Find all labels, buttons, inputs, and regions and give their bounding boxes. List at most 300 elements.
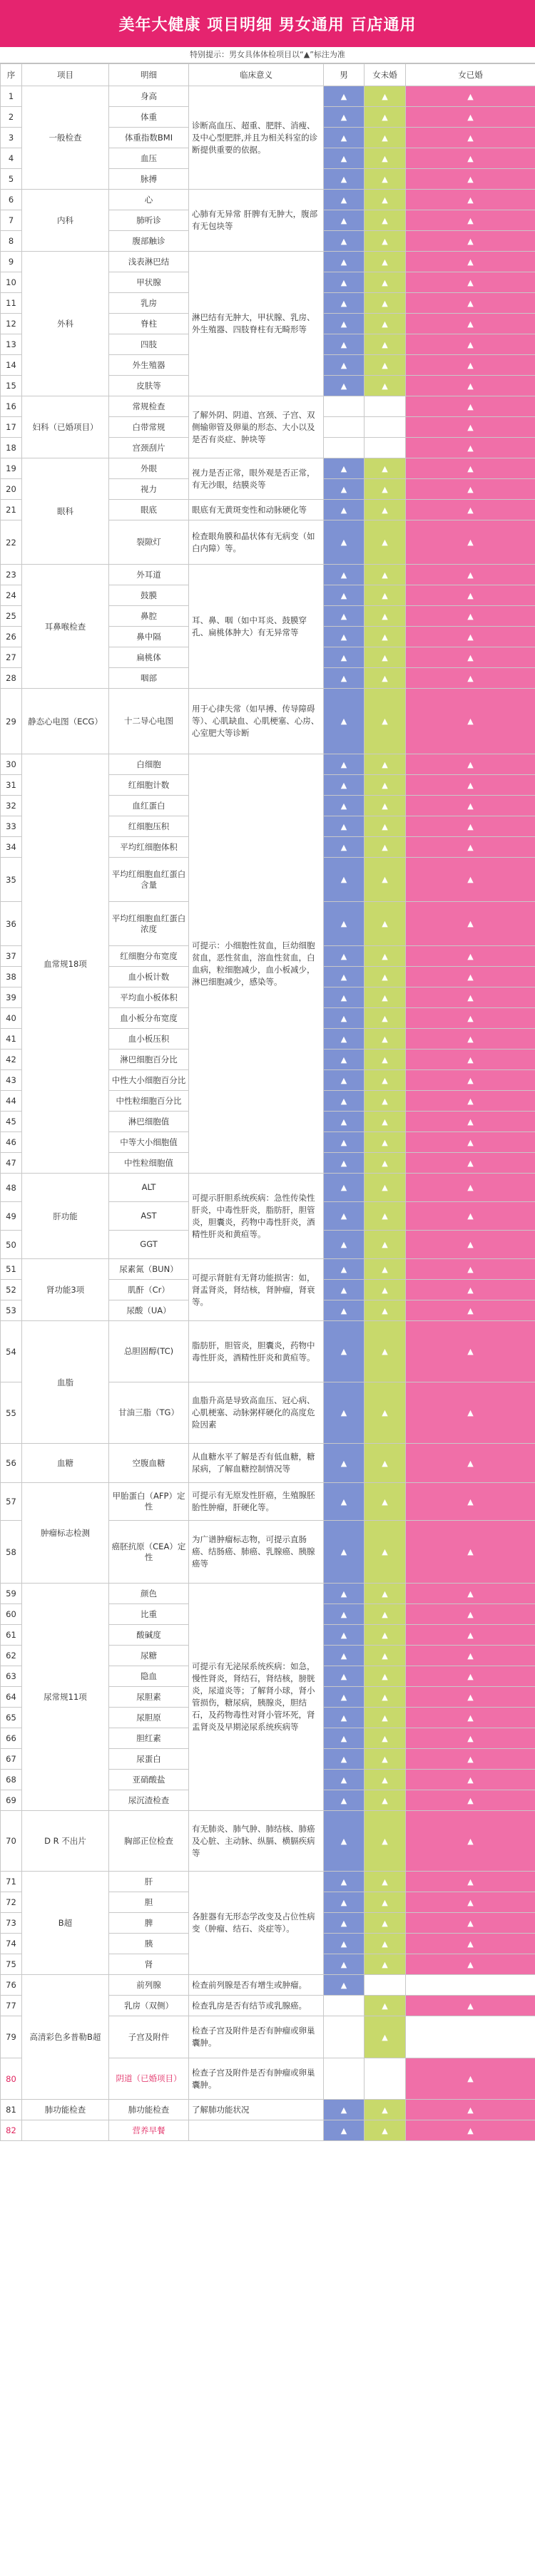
item-group: 静态心电图（ECG） [22, 689, 109, 754]
female-married-marker: ▲ [406, 689, 535, 754]
detail-cell: 裂隙灯 [109, 520, 189, 565]
clinical-meaning: 检查子宫及附件是否有肿瘤或卵巢囊肿。 [189, 2058, 324, 2100]
female-unmarried-marker: ▲ [365, 606, 406, 627]
female-married-marker: ▲ [406, 967, 535, 987]
detail-cell: 脊柱 [109, 314, 189, 334]
clinical-meaning: 检查前列腺是否有增生或肿瘤。 [189, 1975, 324, 1996]
female-unmarried-marker: ▲ [365, 1687, 406, 1708]
row-index: 14 [1, 355, 22, 376]
row-index: 57 [1, 1483, 22, 1521]
clinical-meaning: 各脏器有无形态学改变及占位性病变（肿瘤、结石、炎症等）。 [189, 1872, 324, 1975]
male-marker [324, 438, 365, 458]
female-unmarried-marker: ▲ [365, 689, 406, 754]
male-marker: ▲ [324, 837, 365, 858]
row-index: 26 [1, 627, 22, 647]
detail-cell: 常规检查 [109, 396, 189, 417]
female-married-marker: ▲ [406, 1708, 535, 1728]
male-marker: ▲ [324, 668, 365, 689]
female-unmarried-marker: ▲ [365, 1770, 406, 1790]
detail-cell: 中等大小细胞值 [109, 1132, 189, 1153]
detail-cell: 甲状腺 [109, 272, 189, 293]
male-marker: ▲ [324, 1153, 365, 1174]
detail-cell: 心 [109, 190, 189, 210]
female-married-marker: ▲ [406, 1934, 535, 1954]
male-marker: ▲ [324, 1646, 365, 1666]
col-header-item: 项目 [22, 64, 109, 86]
detail-cell: 肺功能检查 [109, 2100, 189, 2120]
row-index: 48 [1, 1174, 22, 1202]
female-married-marker: ▲ [406, 627, 535, 647]
female-married-marker: ▲ [406, 1892, 535, 1913]
male-marker: ▲ [324, 1091, 365, 1112]
table-row [1, 190, 535, 210]
row-index: 35 [1, 858, 22, 902]
female-unmarried-marker: ▲ [365, 1913, 406, 1934]
item-group: 外科 [22, 252, 109, 396]
female-unmarried-marker: ▲ [365, 1646, 406, 1666]
female-unmarried-marker: ▲ [365, 1666, 406, 1687]
detail-cell: 淋巴细胞百分比 [109, 1050, 189, 1070]
row-index: 74 [1, 1934, 22, 1954]
row-index: 30 [1, 754, 22, 775]
male-marker: ▲ [324, 107, 365, 128]
detail-cell: 胆 [109, 1892, 189, 1913]
item-group: 高清彩色多普勒B超 [22, 1975, 109, 2100]
female-married-marker: ▲ [406, 647, 535, 668]
row-index: 31 [1, 775, 22, 796]
male-marker [324, 2016, 365, 2058]
male-marker: ▲ [324, 190, 365, 210]
detail-cell: 外生殖器 [109, 355, 189, 376]
table-row [1, 2100, 535, 2120]
detail-cell: 尿沉渣检查 [109, 1790, 189, 1811]
row-index: 4 [1, 148, 22, 169]
detail-cell: 平均血小板体积 [109, 987, 189, 1008]
male-marker: ▲ [324, 775, 365, 796]
row-index: 17 [1, 417, 22, 438]
male-marker: ▲ [324, 1708, 365, 1728]
female-married-marker: ▲ [406, 1259, 535, 1280]
male-marker: ▲ [324, 520, 365, 565]
detail-cell: 尿胆原 [109, 1708, 189, 1728]
female-unmarried-marker: ▲ [365, 210, 406, 231]
male-marker: ▲ [324, 479, 365, 500]
female-unmarried-marker: ▲ [365, 585, 406, 606]
row-index: 21 [1, 500, 22, 520]
row-index: 3 [1, 128, 22, 148]
detail-cell: ALT [109, 1174, 189, 1202]
female-unmarried-marker: ▲ [365, 987, 406, 1008]
female-married-marker: ▲ [406, 1202, 535, 1231]
female-married-marker: ▲ [406, 1444, 535, 1483]
male-marker: ▲ [324, 169, 365, 190]
detail-cell: 血红蛋白 [109, 796, 189, 816]
row-index: 28 [1, 668, 22, 689]
male-marker: ▲ [324, 458, 365, 479]
female-unmarried-marker: ▲ [365, 128, 406, 148]
male-marker: ▲ [324, 1231, 365, 1259]
female-unmarried-marker: ▲ [365, 1872, 406, 1892]
female-married-marker: ▲ [406, 1300, 535, 1321]
row-index: 7 [1, 210, 22, 231]
row-index: 42 [1, 1050, 22, 1070]
female-married-marker: ▲ [406, 1070, 535, 1091]
female-unmarried-marker: ▲ [365, 1382, 406, 1444]
female-unmarried-marker: ▲ [365, 1521, 406, 1584]
item-group: 血常规18项 [22, 754, 109, 1174]
male-marker: ▲ [324, 1872, 365, 1892]
female-unmarried-marker: ▲ [365, 1070, 406, 1091]
male-marker: ▲ [324, 1975, 365, 1996]
detail-cell: 尿糖 [109, 1646, 189, 1666]
female-unmarried-marker: ▲ [365, 1153, 406, 1174]
female-unmarried-marker: ▲ [365, 148, 406, 169]
female-unmarried-marker: ▲ [365, 837, 406, 858]
female-unmarried-marker: ▲ [365, 272, 406, 293]
detail-cell: 视力 [109, 479, 189, 500]
row-index: 44 [1, 1091, 22, 1112]
male-marker [324, 396, 365, 417]
clinical-meaning [189, 2120, 324, 2141]
table-row [1, 1811, 535, 1872]
detail-cell: 空腹血糖 [109, 1444, 189, 1483]
detail-cell: 十二导心电图 [109, 689, 189, 754]
female-unmarried-marker [365, 438, 406, 458]
clinical-meaning: 可提示肝胆系统疾病：急性传染性肝炎，中毒性肝炎，脂肪肝，胆管炎，胆囊炎，药物中毒性肝炎，酒精性肝炎和黄疸等。 [189, 1174, 324, 1259]
female-married-marker: ▲ [406, 500, 535, 520]
female-unmarried-marker: ▲ [365, 1483, 406, 1521]
male-marker: ▲ [324, 1934, 365, 1954]
female-married-marker: ▲ [406, 1112, 535, 1132]
item-group: 一般检查 [22, 86, 109, 190]
detail-cell: 比重 [109, 1604, 189, 1625]
male-marker: ▲ [324, 1790, 365, 1811]
item-group: 血脂 [22, 1321, 109, 1444]
table-row [1, 689, 535, 754]
row-index: 59 [1, 1584, 22, 1604]
female-unmarried-marker: ▲ [365, 107, 406, 128]
detail-cell: 乳房（双侧） [109, 1996, 189, 2016]
male-marker: ▲ [324, 858, 365, 902]
detail-cell: 四肢 [109, 334, 189, 355]
detail-cell: 颜色 [109, 1584, 189, 1604]
female-married-marker: ▲ [406, 169, 535, 190]
detail-cell: 尿蛋白 [109, 1749, 189, 1770]
female-unmarried-marker: ▲ [365, 1996, 406, 2016]
male-marker: ▲ [324, 647, 365, 668]
female-unmarried-marker: ▲ [365, 1708, 406, 1728]
male-marker: ▲ [324, 1728, 365, 1749]
row-index: 66 [1, 1728, 22, 1749]
row-index: 38 [1, 967, 22, 987]
detail-cell: 红细胞计数 [109, 775, 189, 796]
item-group: 肿瘤标志检测 [22, 1483, 109, 1584]
female-married-marker: ▲ [406, 1132, 535, 1153]
detail-cell: 尿素氮（BUN） [109, 1259, 189, 1280]
male-marker: ▲ [324, 355, 365, 376]
male-marker: ▲ [324, 1321, 365, 1382]
row-index: 80 [1, 2058, 22, 2100]
female-unmarried-marker: ▲ [365, 1300, 406, 1321]
female-unmarried-marker: ▲ [365, 1584, 406, 1604]
row-index: 2 [1, 107, 22, 128]
clinical-meaning: 可提示有无泌尿系统疾病：如急，慢性肾炎，肾结石，肾结核，膀胱炎，尿道炎等；了解肾小球，肾小管损伤，糖尿病，胰腺炎，胆结石，及药物毒性对肾小管坏死，肾盂肾炎及早期泌尿系统疾病等 [189, 1584, 324, 1811]
row-index: 5 [1, 169, 22, 190]
female-married-marker: ▲ [406, 1728, 535, 1749]
male-marker: ▲ [324, 946, 365, 967]
row-index: 27 [1, 647, 22, 668]
female-unmarried-marker: ▲ [365, 1050, 406, 1070]
detail-cell: GGT [109, 1231, 189, 1259]
item-group: 肺功能检查 [22, 2100, 109, 2120]
detail-cell: 前列腺 [109, 1975, 189, 1996]
female-married-marker: ▲ [406, 796, 535, 816]
female-unmarried-marker [365, 396, 406, 417]
row-index: 36 [1, 902, 22, 946]
female-unmarried-marker: ▲ [365, 2100, 406, 2120]
table-row [1, 2120, 535, 2141]
detail-cell: 浅表淋巴结 [109, 252, 189, 272]
detail-cell: 腹部触诊 [109, 231, 189, 252]
row-index: 40 [1, 1008, 22, 1029]
clinical-meaning: 了解肺功能状况 [189, 2100, 324, 2120]
clinical-meaning: 视力是否正常，眼外观是否正常，有无沙眼，结膜炎等 [189, 458, 324, 500]
female-unmarried-marker: ▲ [365, 967, 406, 987]
detail-cell: 中性大小细胞百分比 [109, 1070, 189, 1091]
female-married-marker: ▲ [406, 1483, 535, 1521]
clinical-meaning: 可提示有无原发性肝癌，生殖腺胚胎性肿瘤，肝硬化等。 [189, 1483, 324, 1521]
detail-cell: 扁桃体 [109, 647, 189, 668]
detail-cell: 脉搏 [109, 169, 189, 190]
clinical-meaning: 检查眼角膜和晶状体有无病变（如白内障）等。 [189, 520, 324, 565]
male-marker: ▲ [324, 1174, 365, 1202]
female-married-marker: ▲ [406, 1174, 535, 1202]
female-unmarried-marker: ▲ [365, 647, 406, 668]
row-index: 10 [1, 272, 22, 293]
row-index: 12 [1, 314, 22, 334]
row-index: 64 [1, 1687, 22, 1708]
female-unmarried-marker: ▲ [365, 1625, 406, 1646]
female-unmarried-marker: ▲ [365, 1231, 406, 1259]
table-row [1, 252, 535, 272]
row-index: 58 [1, 1521, 22, 1584]
female-married-marker: ▲ [406, 1872, 535, 1892]
row-index: 52 [1, 1280, 22, 1300]
row-index: 70 [1, 1811, 22, 1872]
row-index: 53 [1, 1300, 22, 1321]
female-married-marker: ▲ [406, 1050, 535, 1070]
female-unmarried-marker: ▲ [365, 252, 406, 272]
female-married-marker [406, 2016, 535, 2058]
male-marker: ▲ [324, 627, 365, 647]
detail-cell: 胆红素 [109, 1728, 189, 1749]
detail-cell: 淋巴细胞值 [109, 1112, 189, 1132]
male-marker: ▲ [324, 1483, 365, 1521]
female-married-marker: ▲ [406, 458, 535, 479]
male-marker: ▲ [324, 128, 365, 148]
detail-cell: 平均红细胞体积 [109, 837, 189, 858]
male-marker: ▲ [324, 1280, 365, 1300]
clinical-meaning: 检查子宫及附件是否有肿瘤或卵巢囊肿。 [189, 2016, 324, 2058]
col-header-index: 序 [1, 64, 22, 86]
detail-cell: 尿酸（UA） [109, 1300, 189, 1321]
female-unmarried-marker: ▲ [365, 2120, 406, 2141]
detail-cell: 鼻腔 [109, 606, 189, 627]
row-index: 24 [1, 585, 22, 606]
female-married-marker: ▲ [406, 272, 535, 293]
row-index: 1 [1, 86, 22, 107]
female-married-marker: ▲ [406, 1913, 535, 1934]
female-unmarried-marker: ▲ [365, 458, 406, 479]
row-index: 61 [1, 1625, 22, 1646]
row-index: 33 [1, 816, 22, 837]
female-married-marker: ▲ [406, 107, 535, 128]
row-index: 25 [1, 606, 22, 627]
female-unmarried-marker: ▲ [365, 1728, 406, 1749]
row-index: 37 [1, 946, 22, 967]
detail-cell: 肝 [109, 1872, 189, 1892]
male-marker: ▲ [324, 565, 365, 585]
male-marker: ▲ [324, 1070, 365, 1091]
female-unmarried-marker: ▲ [365, 1321, 406, 1382]
female-unmarried-marker: ▲ [365, 1811, 406, 1872]
female-married-marker: ▲ [406, 987, 535, 1008]
item-group: D R 不出片 [22, 1811, 109, 1872]
row-index: 67 [1, 1749, 22, 1770]
row-index: 82 [1, 2120, 22, 2141]
female-unmarried-marker: ▲ [365, 816, 406, 837]
row-index: 15 [1, 376, 22, 396]
row-index: 13 [1, 334, 22, 355]
detail-cell: 外眼 [109, 458, 189, 479]
table-row [1, 1321, 535, 1382]
table-row [1, 1975, 535, 1996]
female-unmarried-marker: ▲ [365, 2016, 406, 2058]
female-married-marker: ▲ [406, 1790, 535, 1811]
male-marker: ▲ [324, 2120, 365, 2141]
female-married-marker: ▲ [406, 1231, 535, 1259]
female-unmarried-marker: ▲ [365, 858, 406, 902]
row-index: 63 [1, 1666, 22, 1687]
male-marker: ▲ [324, 1954, 365, 1975]
clinical-meaning: 检查乳房是否有结节或乳腺癌。 [189, 1996, 324, 2016]
detail-cell: 肾 [109, 1954, 189, 1975]
row-index: 34 [1, 837, 22, 858]
male-marker: ▲ [324, 585, 365, 606]
female-married-marker: ▲ [406, 396, 535, 417]
male-marker: ▲ [324, 902, 365, 946]
female-unmarried-marker: ▲ [365, 1029, 406, 1050]
female-unmarried-marker: ▲ [365, 376, 406, 396]
row-index: 11 [1, 293, 22, 314]
table-row [1, 565, 535, 585]
detail-cell: 肺听诊 [109, 210, 189, 231]
female-married-marker: ▲ [406, 1996, 535, 2016]
row-index: 60 [1, 1604, 22, 1625]
detail-cell: 鼓膜 [109, 585, 189, 606]
female-married-marker: ▲ [406, 668, 535, 689]
row-index: 62 [1, 1646, 22, 1666]
row-index: 50 [1, 1231, 22, 1259]
clinical-meaning: 从血糖水平了解是否有低血糖，糖尿病，了解血糖控制情况等 [189, 1444, 324, 1483]
male-marker: ▲ [324, 796, 365, 816]
clinical-meaning: 了解外阴、阴道、宫颈、子宫、双侧输卵管及卵巢的形态、大小以及是否有炎症、肿块等 [189, 396, 324, 458]
detail-cell: 癌胚抗原（CEA）定性 [109, 1521, 189, 1584]
row-index: 51 [1, 1259, 22, 1280]
female-unmarried-marker: ▲ [365, 500, 406, 520]
clinical-meaning: 用于心律失常（如早搏、传导障碍等）、心肌缺血、心肌梗塞、心房、心室肥大等诊断 [189, 689, 324, 754]
male-marker: ▲ [324, 148, 365, 169]
male-marker: ▲ [324, 500, 365, 520]
row-index: 41 [1, 1029, 22, 1050]
female-unmarried-marker: ▲ [365, 1091, 406, 1112]
detail-cell: 体重 [109, 107, 189, 128]
clinical-meaning: 诊断高血压、超重、肥胖、消瘦、及中心型肥胖,并且为相关科室的诊断提供重要的依据。 [189, 86, 324, 190]
clinical-meaning: 心肺有无异常 肝脾有无肿大，腹部有无包块等 [189, 190, 324, 252]
female-unmarried-marker: ▲ [365, 520, 406, 565]
clinical-meaning: 可提示：小细胞性贫血，巨幼细胞贫血，恶性贫血，溶血性贫血，白血病，粒细胞减少，血小板减少，淋巴细胞减少，感染等。 [189, 754, 324, 1174]
female-married-marker: ▲ [406, 1382, 535, 1444]
male-marker: ▲ [324, 967, 365, 987]
detail-cell: 胰 [109, 1934, 189, 1954]
female-married-marker: ▲ [406, 190, 535, 210]
female-unmarried-marker: ▲ [365, 86, 406, 107]
male-marker: ▲ [324, 376, 365, 396]
row-index: 32 [1, 796, 22, 816]
row-index: 47 [1, 1153, 22, 1174]
clinical-meaning: 脂肪肝，胆管炎，胆囊炎，药物中毒性肝炎，酒精性肝炎和黄疸等。 [189, 1321, 324, 1382]
male-marker: ▲ [324, 293, 365, 314]
row-index: 18 [1, 438, 22, 458]
female-married-marker: ▲ [406, 1008, 535, 1029]
row-index: 23 [1, 565, 22, 585]
male-marker: ▲ [324, 210, 365, 231]
female-unmarried-marker: ▲ [365, 1444, 406, 1483]
male-marker: ▲ [324, 86, 365, 107]
female-unmarried-marker: ▲ [365, 479, 406, 500]
detail-cell: 血压 [109, 148, 189, 169]
detail-cell: 子宫及附件 [109, 2016, 189, 2058]
detail-cell: 脾 [109, 1913, 189, 1934]
detail-cell: 平均红细胞血红蛋白浓度 [109, 902, 189, 946]
row-index: 73 [1, 1913, 22, 1934]
table-row [1, 86, 535, 107]
female-married-marker: ▲ [406, 355, 535, 376]
clinical-meaning: 有无肺炎、肺气肿、肺结核、肺癌及心脏、主动脉、纵膈、横膈疾病等 [189, 1811, 324, 1872]
female-unmarried-marker: ▲ [365, 1132, 406, 1153]
female-married-marker: ▲ [406, 606, 535, 627]
row-index: 71 [1, 1872, 22, 1892]
female-married-marker: ▲ [406, 1029, 535, 1050]
female-married-marker: ▲ [406, 858, 535, 902]
female-married-marker: ▲ [406, 86, 535, 107]
item-group: 内科 [22, 190, 109, 252]
detail-cell: 甲胎蛋白（AFP）定性 [109, 1483, 189, 1521]
female-unmarried-marker: ▲ [365, 946, 406, 967]
col-header-female-married: 女已婚 [406, 64, 535, 86]
item-group: 血糖 [22, 1444, 109, 1483]
row-index: 76 [1, 1975, 22, 1996]
female-married-marker: ▲ [406, 1521, 535, 1584]
male-marker [324, 417, 365, 438]
female-married-marker: ▲ [406, 816, 535, 837]
item-group: B超 [22, 1872, 109, 1975]
female-married-marker: ▲ [406, 1584, 535, 1604]
detail-cell: 红细胞压积 [109, 816, 189, 837]
female-unmarried-marker: ▲ [365, 1954, 406, 1975]
female-unmarried-marker: ▲ [365, 565, 406, 585]
col-header-male: 男 [324, 64, 365, 86]
